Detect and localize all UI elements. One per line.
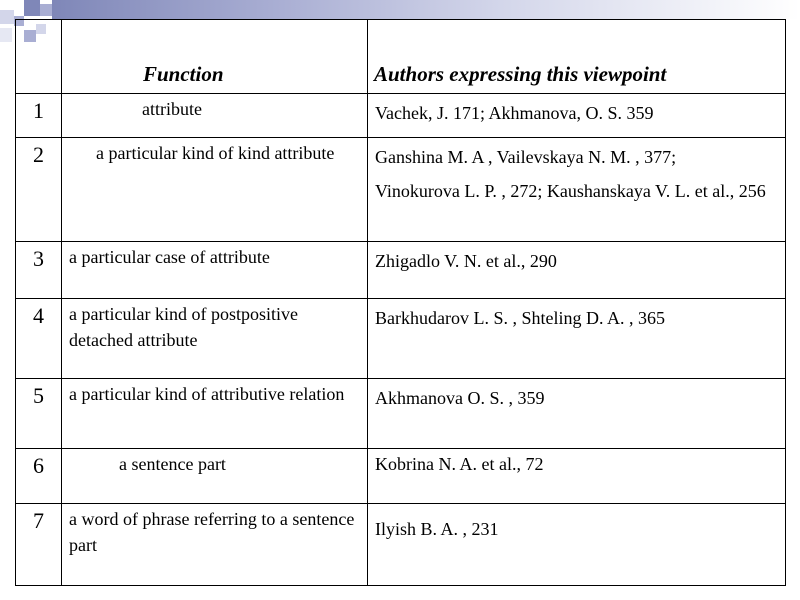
table-row xyxy=(16,379,786,449)
row-number: 2 xyxy=(16,138,62,242)
table-header-row xyxy=(16,20,786,94)
author-line: Kobrina N. A. et al., 72 xyxy=(375,454,544,474)
row-number: 4 xyxy=(16,299,62,379)
row-authors xyxy=(368,504,786,586)
table-row xyxy=(16,242,786,299)
row-number: 6 xyxy=(16,449,62,504)
row-authors xyxy=(368,138,786,242)
row-function: a particular kind of postpositive detached attribute xyxy=(62,299,368,379)
row-number: 7 xyxy=(16,504,62,586)
corner-square xyxy=(0,10,14,24)
row-authors xyxy=(368,379,786,449)
header-authors: Authors expressing this viewpoint xyxy=(368,20,786,94)
row-function: attribute xyxy=(62,94,368,138)
author-line: Akhmanova O. S. , 359 xyxy=(375,388,545,408)
row-function: a particular kind of kind attribute xyxy=(62,138,368,242)
author-line: Zhigadlo V. N. et al., 290 xyxy=(375,251,557,271)
row-number: 1 xyxy=(16,94,62,138)
author-line: Ganshina M. A , Vailevskaya N. M. , 377; xyxy=(375,147,677,167)
table-row xyxy=(16,299,786,379)
viewpoints-table xyxy=(15,19,786,586)
table-row xyxy=(16,138,786,242)
table-row xyxy=(16,504,786,586)
author-line: Barkhudarov L. S. , Shteling D. A. , 365 xyxy=(375,308,665,328)
table-row xyxy=(16,449,786,504)
header-function: Function xyxy=(62,20,368,94)
header-number-cell xyxy=(16,20,62,94)
row-function: a word of phrase referring to a sentence part xyxy=(62,504,368,586)
row-authors xyxy=(368,94,786,138)
row-function: a particular case of attribute xyxy=(62,242,368,299)
corner-square xyxy=(0,28,12,42)
header-gradient-bar xyxy=(52,0,800,19)
author-line: Ilyish B. A. , 231 xyxy=(375,519,499,539)
author-line: Vinokurova L. P. , 272; Kaushanskaya V. L. et al., 256 xyxy=(375,181,766,201)
corner-square xyxy=(40,4,52,16)
corner-square xyxy=(24,0,40,16)
row-number: 5 xyxy=(16,379,62,449)
author-line: Vachek, J. 171; Akhmanova, O. S. 359 xyxy=(375,103,654,123)
row-number: 3 xyxy=(16,242,62,299)
row-authors xyxy=(368,242,786,299)
row-function: a sentence part xyxy=(62,449,368,504)
row-authors xyxy=(368,299,786,379)
table-row xyxy=(16,94,786,138)
row-authors xyxy=(368,449,786,504)
row-function: a particular kind of attributive relation xyxy=(62,379,368,449)
